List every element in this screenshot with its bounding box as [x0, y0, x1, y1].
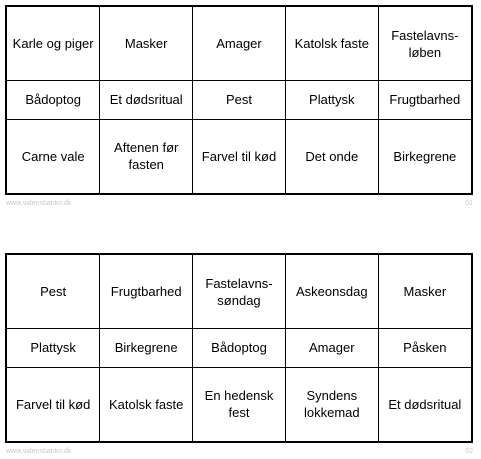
grid-cell: Syndens lokkemad — [285, 367, 378, 441]
grid-cell: Plattysk — [7, 329, 100, 367]
bingo-card-2 — [5, 253, 473, 443]
grid-cell: Bådoptog — [7, 81, 100, 119]
grid-cell: Det onde — [285, 119, 378, 193]
grid-cell: Masker — [100, 7, 193, 81]
grid-cell: Plattysk — [285, 81, 378, 119]
grid-cell: Farvel til kød — [7, 367, 100, 441]
grid-row — [7, 81, 471, 119]
grid-cell: Et dødsritual — [100, 81, 193, 119]
grid-row — [7, 7, 471, 81]
bingo-grid — [7, 7, 471, 193]
grid-cell: Frugtbarhed — [100, 255, 193, 329]
grid-cell: Katolsk faste — [100, 367, 193, 441]
card-footer — [6, 199, 473, 209]
grid-cell: Amager — [193, 7, 286, 81]
footer-page-number: 01 — [465, 200, 473, 207]
footer-site: www.vidensbanko.dk — [6, 448, 72, 455]
grid-cell: Aftenen før fasten — [100, 119, 193, 193]
grid-cell: Masker — [378, 255, 471, 329]
grid-cell: Birkegrene — [100, 329, 193, 367]
grid-row — [7, 255, 471, 329]
grid-cell: Pest — [7, 255, 100, 329]
grid-cell: Carne vale — [7, 119, 100, 193]
grid-cell: Pest — [193, 81, 286, 119]
grid-row — [7, 367, 471, 441]
grid-cell: En hedensk fest — [193, 367, 286, 441]
grid-cell: Fastelavns- søndag — [193, 255, 286, 329]
grid-cell: Et dødsritual — [378, 367, 471, 441]
grid-row — [7, 119, 471, 193]
grid-cell: Farvel til kød — [193, 119, 286, 193]
grid-cell: Frugtbarhed — [378, 81, 471, 119]
grid-cell: Påsken — [378, 329, 471, 367]
grid-cell: Askeonsdag — [285, 255, 378, 329]
grid-cell: Karle og piger — [7, 7, 100, 81]
bingo-card-1 — [5, 5, 473, 195]
grid-cell: Fastelavns- løben — [378, 7, 471, 81]
card-footer — [6, 447, 473, 457]
footer-page-number: 02 — [465, 448, 473, 455]
grid-cell: Amager — [285, 329, 378, 367]
grid-cell: Birkegrene — [378, 119, 471, 193]
grid-cell: Katolsk faste — [285, 7, 378, 81]
footer-site: www.vidensbanko.dk — [6, 200, 72, 207]
grid-cell: Bådoptog — [193, 329, 286, 367]
grid-row — [7, 329, 471, 367]
bingo-grid — [7, 255, 471, 441]
